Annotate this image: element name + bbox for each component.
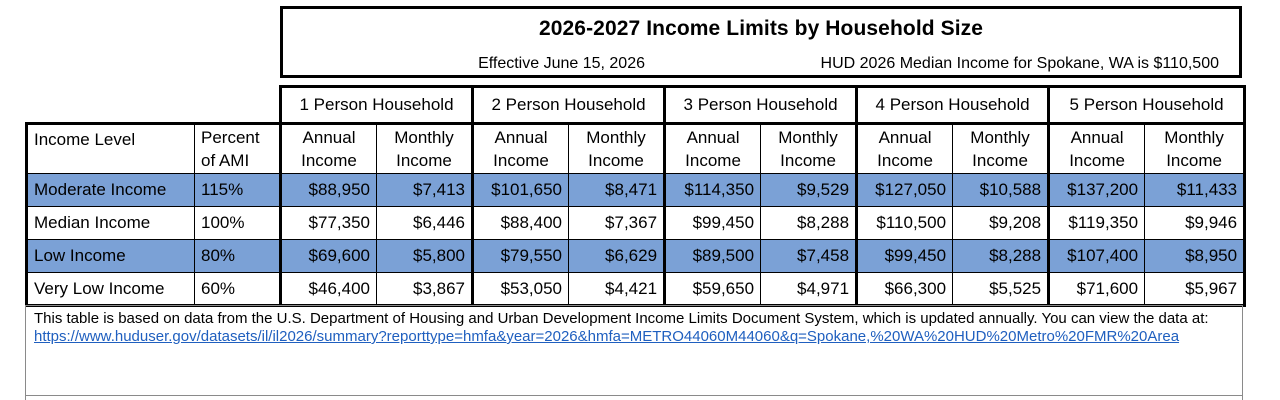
annual-income-cell: $114,350 <box>665 174 761 207</box>
household-header: 1 Person Household <box>281 87 473 124</box>
table-row <box>27 240 1245 273</box>
annual-income-header <box>665 124 761 174</box>
monthly-income-header <box>1145 124 1245 174</box>
annual-income-cell: $59,650 <box>665 273 761 306</box>
income-level-cell: Low Income <box>27 240 195 273</box>
column-header-line2: Income <box>685 151 741 170</box>
annual-income-cell: $71,600 <box>1049 273 1145 306</box>
monthly-income-header <box>761 124 857 174</box>
column-header-line2: Income <box>588 151 644 170</box>
annual-income-cell: $99,450 <box>665 207 761 240</box>
annual-income-header <box>281 124 377 174</box>
annual-income-cell: $53,050 <box>473 273 569 306</box>
percent-ami-cell: 100% <box>195 207 281 240</box>
annual-income-header <box>473 124 569 174</box>
percent-header-line2: of AMI <box>201 151 250 170</box>
annual-income-cell: $137,200 <box>1049 174 1145 207</box>
monthly-income-cell: $5,525 <box>953 273 1049 306</box>
monthly-income-cell: $3,867 <box>377 273 473 306</box>
column-header-line2: Income <box>1166 151 1222 170</box>
annual-income-header <box>1049 124 1145 174</box>
annual-income-cell: $46,400 <box>281 273 377 306</box>
monthly-income-cell: $5,967 <box>1145 273 1245 306</box>
monthly-income-cell: $9,208 <box>953 207 1049 240</box>
annual-income-cell: $88,950 <box>281 174 377 207</box>
monthly-income-cell: $9,529 <box>761 174 857 207</box>
annual-income-cell: $99,450 <box>857 240 953 273</box>
percent-ami-cell: 60% <box>195 273 281 306</box>
monthly-income-cell: $8,471 <box>569 174 665 207</box>
monthly-income-header <box>953 124 1049 174</box>
percent-ami-cell: 115% <box>195 174 281 207</box>
annual-income-cell: $77,350 <box>281 207 377 240</box>
income-level-cell: Moderate Income <box>27 174 195 207</box>
column-header-line1: Monthly <box>1164 128 1224 147</box>
column-header-line1: Annual <box>1070 128 1124 147</box>
column-header-line1: Annual <box>878 128 932 147</box>
monthly-income-cell: $7,413 <box>377 174 473 207</box>
income-level-cell: Very Low Income <box>27 273 195 306</box>
monthly-income-cell: $5,800 <box>377 240 473 273</box>
monthly-income-header <box>377 124 473 174</box>
effective-date: Effective June 15, 2026 <box>478 55 645 72</box>
income-limits-table <box>25 85 1246 307</box>
column-header-line1: Monthly <box>778 128 838 147</box>
annual-income-cell: $69,600 <box>281 240 377 273</box>
household-header: 5 Person Household <box>1049 87 1245 124</box>
income-level-cell: Median Income <box>27 207 195 240</box>
column-header-line1: Monthly <box>970 128 1030 147</box>
monthly-income-cell: $9,946 <box>1145 207 1245 240</box>
table-row <box>27 174 1245 207</box>
column-header-line1: Annual <box>686 128 740 147</box>
column-header-line1: Monthly <box>394 128 454 147</box>
monthly-income-cell: $11,433 <box>1145 174 1245 207</box>
column-header-line1: Annual <box>302 128 356 147</box>
monthly-income-cell: $8,288 <box>953 240 1049 273</box>
annual-income-cell: $66,300 <box>857 273 953 306</box>
monthly-income-cell: $8,288 <box>761 207 857 240</box>
table-body <box>27 174 1245 306</box>
blank-corner <box>27 87 281 124</box>
monthly-income-cell: $6,446 <box>377 207 473 240</box>
percent-header-line1: Percent <box>201 128 260 147</box>
income-level-header: Income Level <box>27 124 195 174</box>
table-title: 2026-2027 Income Limits by Household Size <box>538 17 984 40</box>
hud-median-income: HUD 2026 Median Income for Spokane, WA is $110,500 <box>820 55 1219 72</box>
monthly-income-cell: $7,458 <box>761 240 857 273</box>
monthly-income-cell: $4,971 <box>761 273 857 306</box>
annual-income-cell: $89,500 <box>665 240 761 273</box>
column-header-line2: Income <box>301 151 357 170</box>
column-header-line2: Income <box>1069 151 1125 170</box>
column-header-line2: Income <box>877 151 933 170</box>
annual-income-cell: $101,650 <box>473 174 569 207</box>
note-bottom-border <box>25 395 1243 396</box>
table-row <box>27 273 1245 306</box>
annual-income-cell: $110,500 <box>857 207 953 240</box>
column-header-line2: Income <box>780 151 836 170</box>
column-header-line1: Monthly <box>586 128 646 147</box>
column-header-line2: Income <box>396 151 452 170</box>
annual-income-cell: $119,350 <box>1049 207 1145 240</box>
annual-income-header <box>857 124 953 174</box>
column-header-row <box>27 124 1245 174</box>
column-header-line1: Annual <box>494 128 548 147</box>
table-row <box>27 207 1245 240</box>
table-title-box <box>280 6 1242 78</box>
household-header: 2 Person Household <box>473 87 665 124</box>
household-header: 4 Person Household <box>857 87 1049 124</box>
percent-ami-header <box>195 124 281 174</box>
household-header: 3 Person Household <box>665 87 857 124</box>
percent-ami-cell: 80% <box>195 240 281 273</box>
annual-income-cell: $127,050 <box>857 174 953 207</box>
source-note-text: This table is based on data from the U.S. Department of Housing and Urban Development Income Limits Document System, which is updated annually. You can view the data at: <box>34 310 1209 327</box>
annual-income-cell: $88,400 <box>473 207 569 240</box>
column-header-line2: Income <box>972 151 1028 170</box>
monthly-income-cell: $6,629 <box>569 240 665 273</box>
monthly-income-cell: $7,367 <box>569 207 665 240</box>
column-header-line2: Income <box>493 151 549 170</box>
annual-income-cell: $107,400 <box>1049 240 1145 273</box>
annual-income-cell: $79,550 <box>473 240 569 273</box>
monthly-income-cell: $10,588 <box>953 174 1049 207</box>
monthly-income-cell: $4,421 <box>569 273 665 306</box>
monthly-income-header <box>569 124 665 174</box>
monthly-income-cell: $8,950 <box>1145 240 1245 273</box>
household-header-row <box>27 87 1245 124</box>
hud-source-link[interactable]: https://www.huduser.gov/datasets/il/il2026/summary?reporttype=hmfa&year=2026&hmfa=METRO44060M44060&q=Spokane,%20WA%20HUD%20Metro%20FMR%20Area <box>34 328 1180 345</box>
source-note <box>25 305 1243 400</box>
